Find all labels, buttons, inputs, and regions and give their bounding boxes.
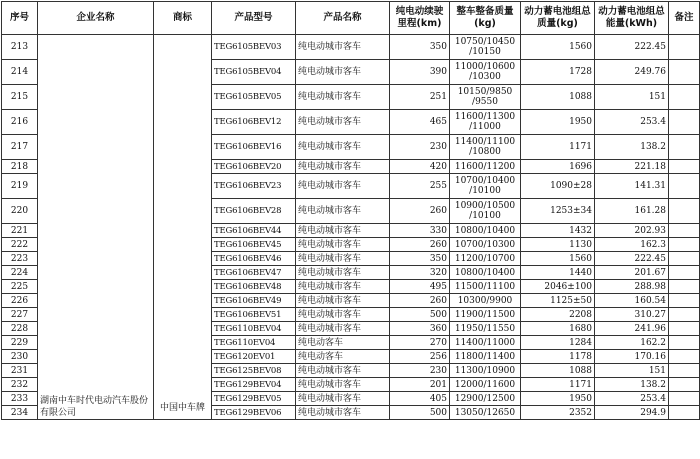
electric-range: 260 (390, 238, 450, 252)
battery-energy: 161.28 (595, 199, 669, 224)
row-number: 230 (2, 350, 38, 364)
table-header-row (2, 2, 700, 35)
curb-mass: 10700/10400 /10100 (450, 174, 521, 199)
curb-mass: 11200/10700 (450, 252, 521, 266)
curb-mass: 10300/9900 (450, 294, 521, 308)
electric-range: 420 (390, 160, 450, 174)
note-cell (669, 160, 700, 174)
note-cell (669, 199, 700, 224)
product-model: TEG6110BEV04 (212, 322, 296, 336)
battery-energy: 253.4 (595, 110, 669, 135)
note-cell (669, 224, 700, 238)
note-cell (669, 364, 700, 378)
product-model: TEG6106BEV48 (212, 280, 296, 294)
product-name: 纯电动城市客车 (296, 238, 390, 252)
battery-mass: 2208 (521, 308, 595, 322)
product-name: 纯电动客车 (296, 350, 390, 364)
note-cell (669, 252, 700, 266)
row-number: 227 (2, 308, 38, 322)
row-number: 215 (2, 85, 38, 110)
electric-range: 465 (390, 110, 450, 135)
product-name: 纯电动城市客车 (296, 308, 390, 322)
note-cell (669, 85, 700, 110)
battery-mass: 2352 (521, 406, 595, 420)
electric-range: 330 (390, 224, 450, 238)
battery-mass: 1171 (521, 135, 595, 160)
product-name: 纯电动城市客车 (296, 110, 390, 135)
note-cell (669, 378, 700, 392)
product-model: TEG6129BEV04 (212, 378, 296, 392)
battery-mass: 1284 (521, 336, 595, 350)
row-number: 223 (2, 252, 38, 266)
note-cell (669, 135, 700, 160)
battery-energy: 253.4 (595, 392, 669, 406)
battery-energy: 241.96 (595, 322, 669, 336)
product-model: TEG6106BEV23 (212, 174, 296, 199)
electric-range: 230 (390, 135, 450, 160)
product-model: TEG6106BEV45 (212, 238, 296, 252)
electric-range: 495 (390, 280, 450, 294)
curb-mass: 10700/10300 (450, 238, 521, 252)
note-cell (669, 406, 700, 420)
note-cell (669, 110, 700, 135)
curb-mass: 11600/11300 /11000 (450, 110, 521, 135)
product-name: 纯电动城市客车 (296, 294, 390, 308)
product-model: TEG6129BEV06 (212, 406, 296, 420)
curb-mass: 10750/10450 /10150 (450, 35, 521, 60)
product-model: TEG6105BEV03 (212, 35, 296, 60)
row-number: 226 (2, 294, 38, 308)
electric-range: 230 (390, 364, 450, 378)
header-no: 序号 (2, 2, 38, 35)
row-number: 232 (2, 378, 38, 392)
note-cell (669, 238, 700, 252)
battery-energy: 221.18 (595, 160, 669, 174)
battery-energy: 202.93 (595, 224, 669, 238)
header-name: 产品名称 (296, 2, 390, 35)
curb-mass: 13050/12650 (450, 406, 521, 420)
curb-mass: 11800/11400 (450, 350, 521, 364)
row-number: 224 (2, 266, 38, 280)
battery-energy: 138.2 (595, 135, 669, 160)
battery-mass: 1560 (521, 252, 595, 266)
vehicle-catalog-table (1, 1, 700, 420)
battery-mass: 1440 (521, 266, 595, 280)
row-number: 214 (2, 60, 38, 85)
electric-range: 350 (390, 35, 450, 60)
note-cell (669, 266, 700, 280)
company-name-cell (38, 35, 154, 420)
row-number: 225 (2, 280, 38, 294)
battery-energy: 138.2 (595, 378, 669, 392)
product-model: TEG6105BEV05 (212, 85, 296, 110)
row-number: 228 (2, 322, 38, 336)
product-model: TEG6125BEV08 (212, 364, 296, 378)
product-model: TEG6106BEV44 (212, 224, 296, 238)
header-company: 企业名称 (38, 2, 154, 35)
header-range: 纯电动续驶里程(km) (390, 2, 450, 35)
electric-range: 500 (390, 308, 450, 322)
row-number: 221 (2, 224, 38, 238)
battery-energy: 222.45 (595, 252, 669, 266)
curb-mass: 11300/10900 (450, 364, 521, 378)
battery-mass: 1088 (521, 364, 595, 378)
electric-range: 255 (390, 174, 450, 199)
battery-energy: 151 (595, 364, 669, 378)
row-number: 218 (2, 160, 38, 174)
electric-range: 256 (390, 350, 450, 364)
table-body (2, 35, 700, 420)
product-name: 纯电动城市客车 (296, 252, 390, 266)
brand-name: 中国中车牌 (159, 403, 205, 413)
battery-mass: 1696 (521, 160, 595, 174)
battery-energy: 141.31 (595, 174, 669, 199)
battery-mass: 1171 (521, 378, 595, 392)
battery-mass: 2046±100 (521, 280, 595, 294)
curb-mass: 10900/10500 /10100 (450, 199, 521, 224)
battery-energy: 249.76 (595, 60, 669, 85)
row-number: 234 (2, 406, 38, 420)
battery-energy: 310.27 (595, 308, 669, 322)
battery-energy: 162.2 (595, 336, 669, 350)
battery-mass: 1125±50 (521, 294, 595, 308)
product-model: TEG6106BEV47 (212, 266, 296, 280)
note-cell (669, 35, 700, 60)
company-name: 湖南中车时代电动汽车股份有限公司 (40, 396, 149, 418)
product-model: TEG6120EV01 (212, 350, 296, 364)
curb-mass: 11600/11200 (450, 160, 521, 174)
product-model: TEG6129BEV05 (212, 392, 296, 406)
note-cell (669, 280, 700, 294)
note-cell (669, 60, 700, 85)
electric-range: 360 (390, 322, 450, 336)
product-name: 纯电动城市客车 (296, 174, 390, 199)
product-model: TEG6105BEV04 (212, 60, 296, 85)
curb-mass: 10150/9850 /9550 (450, 85, 521, 110)
note-cell (669, 322, 700, 336)
electric-range: 405 (390, 392, 450, 406)
battery-mass: 1253±34 (521, 199, 595, 224)
product-name: 纯电动城市客车 (296, 378, 390, 392)
electric-range: 260 (390, 199, 450, 224)
electric-range: 270 (390, 336, 450, 350)
battery-energy: 151 (595, 85, 669, 110)
header-note: 备注 (669, 2, 700, 35)
header-brand: 商标 (154, 2, 212, 35)
electric-range: 320 (390, 266, 450, 280)
product-name: 纯电动城市客车 (296, 392, 390, 406)
row-number: 222 (2, 238, 38, 252)
curb-mass: 12900/12500 (450, 392, 521, 406)
product-model: TEG6110EV04 (212, 336, 296, 350)
battery-mass: 1090±28 (521, 174, 595, 199)
note-cell (669, 392, 700, 406)
product-name: 纯电动城市客车 (296, 280, 390, 294)
product-name: 纯电动城市客车 (296, 60, 390, 85)
product-name: 纯电动城市客车 (296, 199, 390, 224)
curb-mass: 12000/11600 (450, 378, 521, 392)
table-row (2, 35, 700, 60)
electric-range: 260 (390, 294, 450, 308)
battery-energy: 294.9 (595, 406, 669, 420)
battery-energy: 162.3 (595, 238, 669, 252)
curb-mass: 11000/10600 /10300 (450, 60, 521, 85)
battery-energy: 201.67 (595, 266, 669, 280)
product-name: 纯电动城市客车 (296, 364, 390, 378)
header-battery-mass: 动力蓄电池组总质量(kg) (521, 2, 595, 35)
curb-mass: 11400/11000 (450, 336, 521, 350)
row-number: 217 (2, 135, 38, 160)
curb-mass: 11900/11500 (450, 308, 521, 322)
product-name: 纯电动城市客车 (296, 224, 390, 238)
battery-energy: 170.16 (595, 350, 669, 364)
header-battery-energy: 动力蓄电池组总能量(kWh) (595, 2, 669, 35)
electric-range: 500 (390, 406, 450, 420)
electric-range: 390 (390, 60, 450, 85)
row-number: 213 (2, 35, 38, 60)
battery-mass: 1432 (521, 224, 595, 238)
product-name: 纯电动城市客车 (296, 406, 390, 420)
row-number: 233 (2, 392, 38, 406)
curb-mass: 11950/11550 (450, 322, 521, 336)
product-name: 纯电动客车 (296, 336, 390, 350)
battery-energy: 288.98 (595, 280, 669, 294)
curb-mass: 11500/11100 (450, 280, 521, 294)
row-number: 231 (2, 364, 38, 378)
curb-mass: 11400/11100 /10800 (450, 135, 521, 160)
battery-mass: 1088 (521, 85, 595, 110)
curb-mass: 10800/10400 (450, 266, 521, 280)
battery-energy: 160.54 (595, 294, 669, 308)
note-cell (669, 174, 700, 199)
header-model: 产品型号 (212, 2, 296, 35)
row-number: 229 (2, 336, 38, 350)
battery-mass: 1728 (521, 60, 595, 85)
product-model: TEG6106BEV49 (212, 294, 296, 308)
battery-mass: 1560 (521, 35, 595, 60)
product-model: TEG6106BEV46 (212, 252, 296, 266)
note-cell (669, 336, 700, 350)
electric-range: 350 (390, 252, 450, 266)
battery-mass: 1178 (521, 350, 595, 364)
battery-mass: 1950 (521, 392, 595, 406)
electric-range: 251 (390, 85, 450, 110)
note-cell (669, 308, 700, 322)
electric-range: 201 (390, 378, 450, 392)
row-number: 220 (2, 199, 38, 224)
battery-mass: 1950 (521, 110, 595, 135)
battery-mass: 1130 (521, 238, 595, 252)
product-name: 纯电动城市客车 (296, 35, 390, 60)
product-name: 纯电动城市客车 (296, 85, 390, 110)
product-name: 纯电动城市客车 (296, 266, 390, 280)
product-model: TEG6106BEV28 (212, 199, 296, 224)
curb-mass: 10800/10400 (450, 224, 521, 238)
header-mass: 整车整备质量(kg) (450, 2, 521, 35)
product-model: TEG6106BEV16 (212, 135, 296, 160)
brand-cell (154, 35, 212, 420)
product-model: TEG6106BEV51 (212, 308, 296, 322)
battery-mass: 1680 (521, 322, 595, 336)
product-model: TEG6106BEV12 (212, 110, 296, 135)
product-name: 纯电动城市客车 (296, 135, 390, 160)
product-model: TEG6106BEV20 (212, 160, 296, 174)
battery-energy: 222.45 (595, 35, 669, 60)
product-name: 纯电动城市客车 (296, 160, 390, 174)
product-name: 纯电动城市客车 (296, 322, 390, 336)
row-number: 219 (2, 174, 38, 199)
row-number: 216 (2, 110, 38, 135)
note-cell (669, 294, 700, 308)
note-cell (669, 350, 700, 364)
